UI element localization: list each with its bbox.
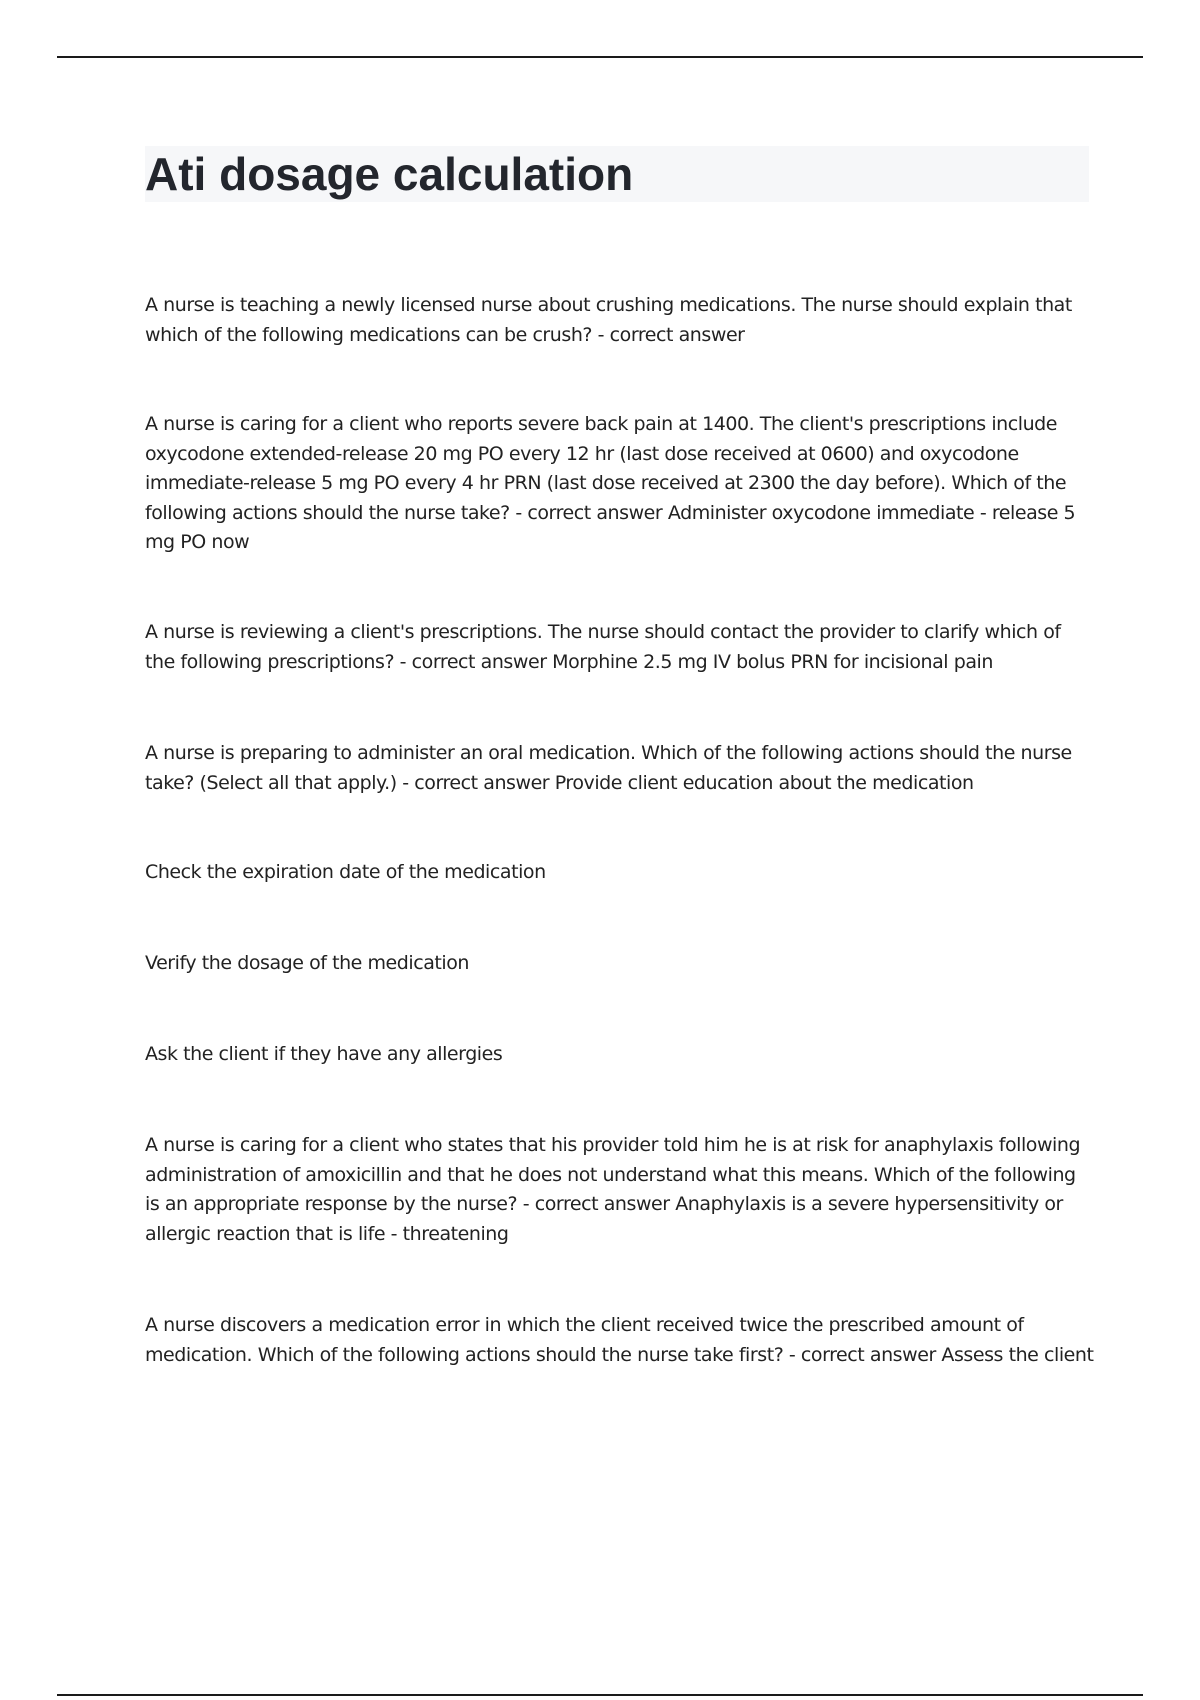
bottom-rule [57,1694,1143,1696]
answer-verify-dosage: Verify the dosage of the medication [145,952,470,974]
question-medication-error: A nurse discovers a medication error in which the client received twice the prescribed amount of medication. Which of the following actions should the nurse take first? - correct answer Assess the client [145,1314,1094,1366]
question-back-pain-oxycodone: A nurse is caring for a client who reports severe back pain at 1400. The client's prescriptions include oxycodone extended-release 20 mg PO every 12 hr (last dose received at 0600) and oxycodone immediate-release 5 mg PO every 4 hr PRN (last dose received at 2300 the day before). Which of the following actions should the nurse take? - correct answer Administer oxycodone immediate - release 5 mg PO now [145,413,1076,553]
question-crushing-medications: A nurse is teaching a newly licensed nurse about crushing medications. The nurse should explain that which of the following medications can be crush? - correct answer [145,294,1072,346]
answer-ask-allergies: Ask the client if they have any allergies [145,1043,503,1065]
document-title: Ati dosage calculation [145,148,634,200]
top-rule [57,56,1143,58]
question-oral-medication: A nurse is preparing to administer an oral medication. Which of the following actions should the nurse take? (Select all that apply.) - correct answer Provide client education about the medication [145,742,1072,794]
question-clarify-prescription: A nurse is reviewing a client's prescriptions. The nurse should contact the provider to clarify which of the following prescriptions? - correct answer Morphine 2.5 mg IV bolus PRN for incisional pain [145,621,1061,673]
question-anaphylaxis: A nurse is caring for a client who states that his provider told him he is at risk for anaphylaxis following administration of amoxicillin and that he does not understand what this means. Which of the following is an appropriate response by the nurse? - correct answer Anaphylaxis is a severe hypersensitivity or allergic reaction that is life - threatening [145,1134,1081,1245]
answer-expiration-date: Check the expiration date of the medication [145,861,546,883]
